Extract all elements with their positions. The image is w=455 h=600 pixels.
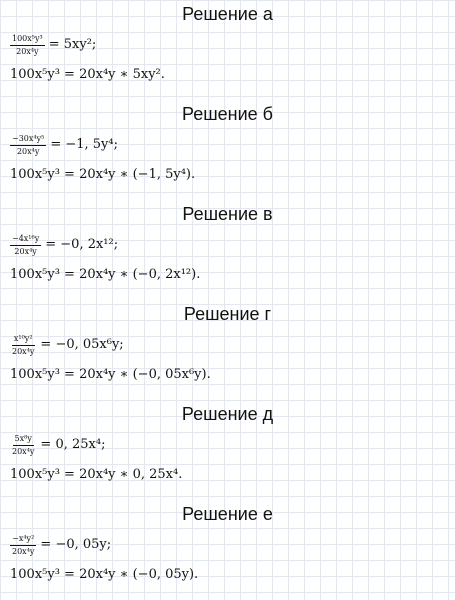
solution-b bbox=[0, 100, 455, 200]
check-equation: 100x⁵y³ = 20x⁴y ∗ 0, 25x⁴. bbox=[10, 467, 183, 482]
fraction bbox=[10, 534, 36, 557]
division-equation bbox=[10, 30, 96, 60]
division-result: = −1, 5y⁴; bbox=[50, 137, 118, 152]
solution-v bbox=[0, 200, 455, 300]
check-equation: 100x⁵y³ = 20x⁴y ∗ (−0, 05x⁶y). bbox=[10, 367, 211, 382]
division-equation bbox=[10, 330, 124, 360]
solution-heading: Решение в bbox=[182, 204, 273, 224]
division-equation bbox=[10, 230, 118, 260]
check-equation: 100x⁵y³ = 20x⁴y ∗ (−1, 5y⁴). bbox=[10, 167, 196, 182]
solution-e bbox=[0, 500, 455, 600]
fraction-numerator: −4x¹⁶y bbox=[10, 234, 41, 246]
fraction bbox=[10, 34, 45, 57]
fraction-numerator: x¹⁰y² bbox=[12, 334, 35, 346]
solution-a bbox=[0, 0, 455, 100]
fraction-denominator: 20x⁴y bbox=[12, 546, 35, 556]
division-equation bbox=[10, 130, 118, 160]
fraction bbox=[10, 434, 36, 457]
solution-heading: Решение а bbox=[182, 4, 273, 24]
solution-d bbox=[0, 400, 455, 500]
fraction-denominator: 20x⁴y bbox=[16, 146, 40, 156]
check-equation: 100x⁵y³ = 20x⁴y ∗ (−0, 05y). bbox=[10, 567, 199, 582]
fraction bbox=[10, 334, 36, 357]
check-equation: 100x⁵y³ = 20x⁴y ∗ 5xy². bbox=[10, 67, 165, 82]
solution-heading: Решение е bbox=[182, 504, 273, 524]
division-result: = 0, 25x⁴; bbox=[40, 437, 106, 452]
fraction-denominator: 20x⁴y bbox=[12, 346, 35, 356]
check-equation: 100x⁵y³ = 20x⁴y ∗ (−0, 2x¹²). bbox=[10, 267, 201, 282]
fraction-numerator: −x⁴y² bbox=[10, 534, 36, 546]
solution-heading: Решение д bbox=[181, 404, 274, 424]
fraction-denominator: 20x⁴y bbox=[16, 46, 39, 56]
solution-heading: Решение б bbox=[182, 104, 273, 124]
fraction-denominator: 20x⁴y bbox=[12, 446, 35, 456]
fraction-numerator: 5x⁸y bbox=[13, 434, 34, 446]
division-result: = −0, 05x⁶y; bbox=[40, 337, 124, 352]
fraction-denominator: 20x⁴y bbox=[14, 246, 37, 256]
solution-g bbox=[0, 300, 455, 400]
division-equation bbox=[10, 530, 111, 560]
division-result: = −0, 2x¹²; bbox=[45, 237, 119, 252]
division-result: = 5xy²; bbox=[48, 37, 97, 52]
division-result: = −0, 05y; bbox=[40, 537, 112, 552]
solution-heading: Решение г bbox=[183, 304, 272, 324]
fraction bbox=[10, 234, 41, 257]
division-equation bbox=[10, 430, 105, 460]
fraction-numerator: 100x⁵y³ bbox=[10, 34, 45, 46]
fraction-numerator: −30x⁴y⁵ bbox=[10, 134, 46, 146]
fraction bbox=[10, 134, 46, 157]
